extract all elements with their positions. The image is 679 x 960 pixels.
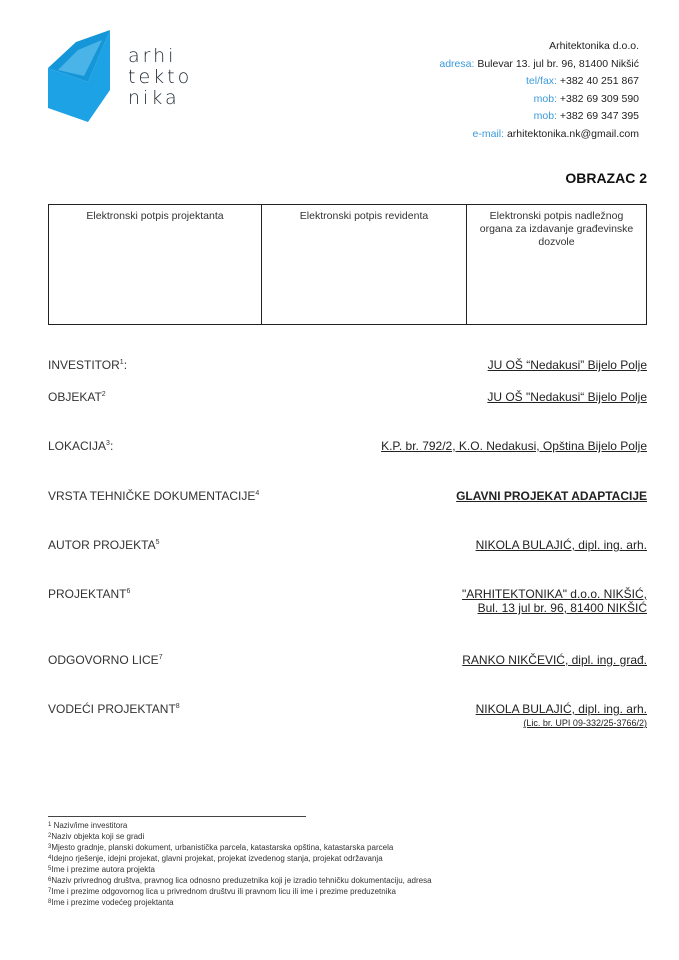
company-telfax: tel/fax: +382 40 251 867	[526, 75, 639, 87]
designer-value	[462, 587, 647, 615]
designer-value-line-2: Bul. 13 jul br. 96, 81400 NIKŠIĆ	[477, 601, 647, 615]
company-mob-2: mob: +382 69 347 395	[533, 110, 639, 122]
lead-designer-value-line-1: NIKOLA BULAJIĆ, dipl. ing. arh.	[475, 702, 647, 716]
footnote-divider	[48, 816, 306, 817]
doc-type-label: VRSTA TEHNIČKE DOKUMENTACIJE$^4$	[48, 489, 260, 503]
object-label: OBJEKAT$^2$	[48, 390, 106, 404]
footnote-4: $^4$Idejno rješenje, idejni projekat, glavni projekat, projekat izvedenog stanja, projekat održavanja	[48, 854, 383, 863]
footnote-7: $^7$Ime i prezime odgovornog lica u privrednom društvu ili pravnom licu ili ime i prezime preduzetnika	[48, 887, 396, 896]
logo-wordmark	[128, 46, 192, 109]
company-address: adresa: Bulevar 13. jul br. 96, 81400 Nikšić	[439, 57, 639, 70]
author-value: NIKOLA BULAJIĆ, dipl. ing. arh.	[475, 538, 647, 552]
company-mob-1: mob: +382 69 309 590	[533, 92, 639, 105]
author-label: AUTOR PROJEKTA$^5$	[48, 538, 160, 552]
responsible-person-label: ODGOVORNO LICE$^7$	[48, 653, 163, 667]
footnotes	[48, 820, 432, 908]
designer-label: PROJEKTANT$^6$	[48, 587, 131, 601]
logo-line-3: nika	[128, 87, 180, 109]
logo-line-1: arhi	[128, 45, 177, 67]
location-label: LOKACIJA$^3$:	[48, 439, 114, 453]
signature-cell-authority: Elektronski potpis nadležnog organa za izdavanje građevinske dozvole	[467, 205, 647, 325]
signature-table	[48, 204, 647, 325]
responsible-person-value: RANKO NIKČEVIĆ, dipl. ing. građ.	[462, 653, 647, 667]
company-email: e-mail: arhitektonika.nk@gmail.com	[472, 127, 639, 140]
footnote-6: $^6$Naziv privrednog društva, pravnog lica odnosno preduzetnika koji je izradio tehničku dokumentaciju, adresa	[48, 876, 432, 885]
footnote-2: $^2$Naziv objekta koji se gradi	[48, 832, 145, 841]
lead-designer-label: VODEĆI PROJEKTANT$^8$	[48, 702, 180, 716]
footnote-1: $^1$ Naziv/ime investitora	[48, 821, 128, 830]
signature-cell-designer: Elektronski potpis projektanta	[49, 205, 262, 325]
doc-type-value: GLAVNI PROJEKAT ADAPTACIJE	[456, 489, 647, 503]
company-info	[439, 38, 639, 143]
footnote-3: $^3$Mjesto gradnje, planski dokument, urbanistička parcela, katastarska opština, katastarska parcela	[48, 843, 394, 852]
company-name: Arhitektonika d.o.o.	[549, 40, 639, 52]
object-value: JU OŠ "Nedakusi“ Bijelo Polje	[487, 390, 647, 404]
signature-cell-reviewer: Elektronski potpis revidenta	[262, 205, 467, 325]
location-value: K.P. br. 792/2, K.O. Nedakusi, Opština Bijelo Polje	[381, 439, 647, 453]
footnote-8: $^8$Ime i prezime vodećeg projektanta	[48, 898, 174, 907]
designer-value-line-1: "ARHITEKTONIKA" d.o.o. NIKŠIĆ,	[461, 587, 647, 601]
investor-label: INVESTITOR$^1$:	[48, 358, 128, 372]
footnote-5: $^5$Ime i prezime autora projekta	[48, 865, 155, 874]
logo-line-2: tekto	[128, 66, 193, 88]
lead-designer-value	[476, 702, 647, 730]
form-title: OBRAZAC 2	[565, 170, 647, 186]
investor-value: JU OŠ “Nedakusi” Bijelo Polje	[487, 358, 647, 372]
lead-designer-license: (Lic. br. UPI 09-332/25-3766/2)	[523, 718, 647, 728]
